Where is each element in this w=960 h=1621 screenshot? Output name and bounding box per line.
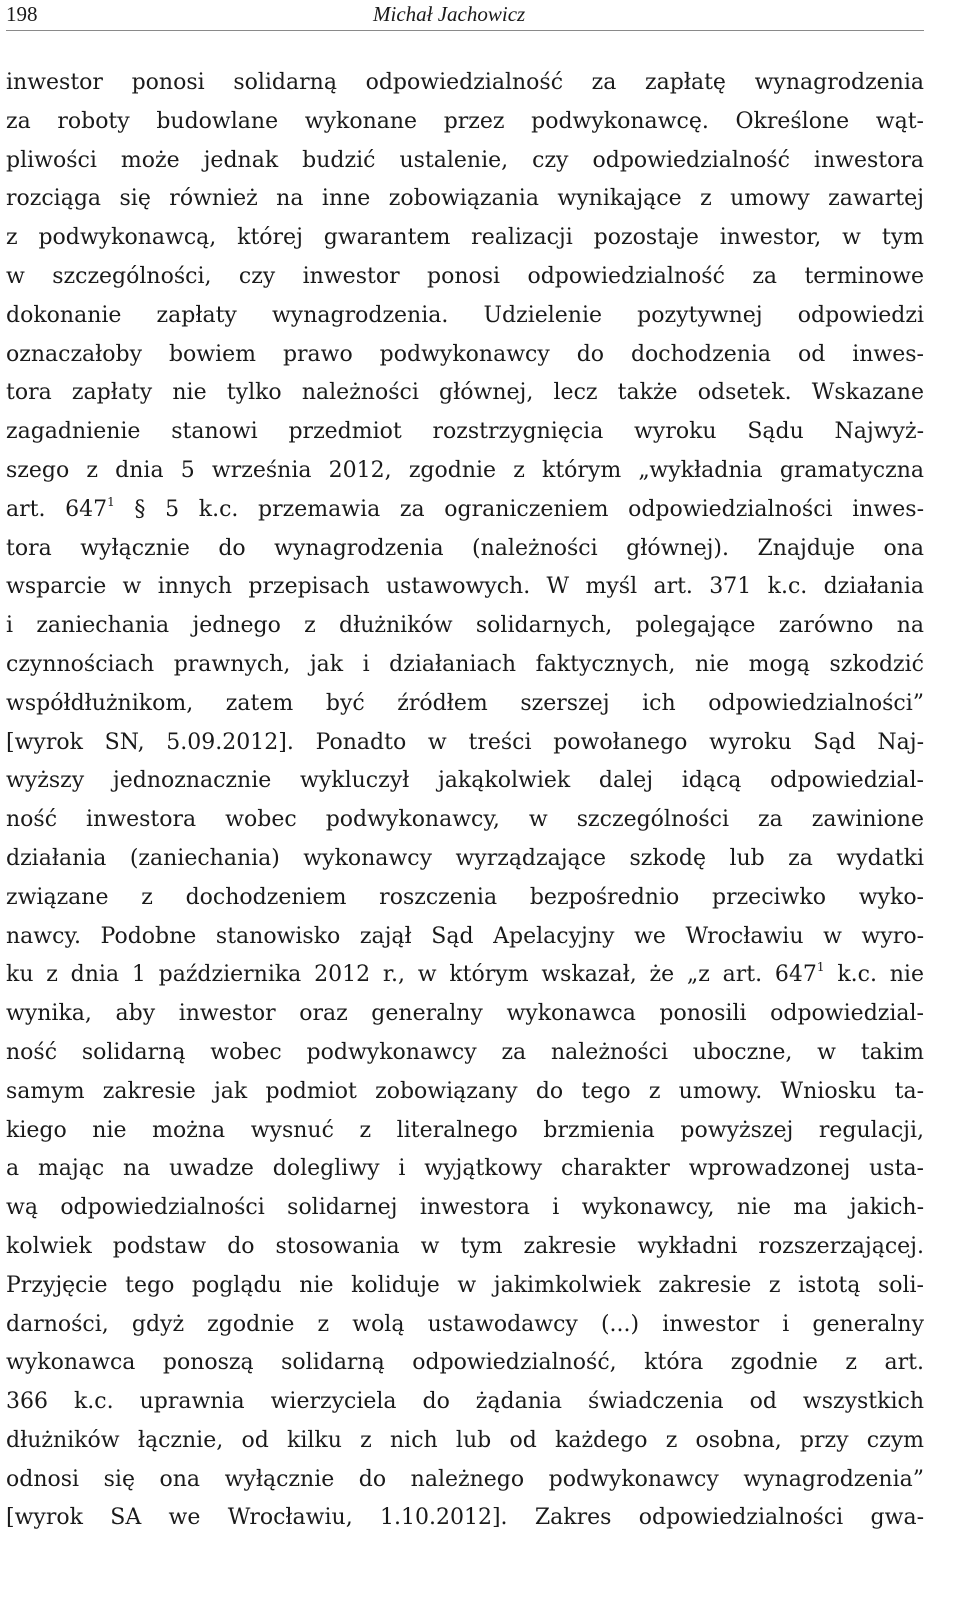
text-line: wsparcie w innych przepisach ustawowych. W myśl art. 371 k.c. działania [6, 574, 924, 600]
text-line: szego z dnia 5 września 2012, zgodnie z którym „wykładnia gramatyczna [6, 457, 924, 483]
superscript: 1 [107, 494, 115, 509]
text-line: z podwykonawcą, której gwarantem realizacji pozostaje inwestor, w tym [6, 225, 924, 251]
text-line: oznaczałoby bowiem prawo podwykonawcy do dochodzenia od inwes- [6, 341, 924, 367]
text-line: kiego nie można wysnuć z literalnego brzmienia powyższej regulacji, [6, 1117, 924, 1143]
text-line: kolwiek podstaw do stosowania w tym zakresie wykładni rozszerzającej. [6, 1233, 924, 1259]
text-line: 366 k.c. uprawnia wierzyciela do żądania świadczenia od wszystkich [6, 1389, 924, 1415]
text-line: [wyrok SN, 5.09.2012]. Ponadto w treści powołanego wyroku Sąd Naj- [6, 729, 924, 755]
text-line: wyższy jednoznacznie wykluczył jakąkolwiek dalej idącą odpowiedzial- [6, 768, 924, 794]
page-number: 198 [6, 2, 38, 26]
text-line: ność inwestora wobec podwykonawcy, w szczególności za zawinione [6, 807, 924, 833]
superscript: 1 [816, 960, 825, 975]
text-fragment: art. 647 [6, 496, 108, 522]
text-line: i zaniechania jednego z dłużników solidarnych, polegające zarówno na [6, 613, 924, 639]
text-line: związane z dochodzeniem roszczenia bezpośrednio przeciwko wyko- [6, 884, 924, 910]
running-head-author: Michał Jachowicz [373, 2, 526, 26]
text-fragment: § 5 k.c. przemawia za ograniczeniem odpowiedzialności inwes- [114, 496, 925, 522]
text-fragment: ku z dnia 1 października 2012 r., w którym wskazał, że „z art. 647 [6, 962, 817, 988]
text-line: pliwości może jednak budzić ustalenie, czy odpowiedzialność inwestora [6, 147, 924, 173]
text-line: czynnościach prawnych, jak i działaniach faktycznych, nie mogą szkodzić [6, 651, 924, 677]
text-line: dłużników łącznie, od kilku z nich lub od każdego z osobna, przy czym [6, 1427, 924, 1453]
text-line: [wyrok SA we Wrocławiu, 1.10.2012]. Zakres odpowiedzialności gwa- [6, 1505, 924, 1531]
text-line: rozciąga się również na inne zobowiązania wynikające z umowy zawartej [6, 186, 924, 212]
running-head [6, 0, 924, 31]
text-line: a mając na uwadze dolegliwy i wyjątkowy charakter wprowadzonej usta- [6, 1156, 924, 1182]
text-line: tora wyłącznie do wynagrodzenia (należności głównej). Znajduje ona [6, 535, 924, 561]
page [6, 0, 924, 1538]
body-text [6, 64, 924, 1538]
text-line [6, 956, 924, 995]
text-line: w szczególności, czy inwestor ponosi odpowiedzialność za terminowe [6, 263, 924, 289]
text-line: działania (zaniechania) wykonawcy wyrządzające szkodę lub za wydatki [6, 845, 924, 871]
text-line: za roboty budowlane wykonane przez podwykonawcę. Określone wąt- [6, 108, 924, 134]
text-line: zagadnienie stanowi przedmiot rozstrzygnięcia wyroku Sądu Najwyż- [6, 419, 924, 445]
text-line: współdłużnikom, zatem być źródłem szerszej ich odpowiedzialności” [6, 690, 924, 716]
text-line: tora zapłaty nie tylko należności głównej, lecz także odsetek. Wskazane [6, 380, 924, 406]
text-line: inwestor ponosi solidarną odpowiedzialność za zapłatę wynagrodzenia [6, 70, 924, 95]
text-line: dokonanie zapłaty wynagrodzenia. Udzielenie pozytywnej odpowiedzi [6, 302, 924, 328]
text-line: samym zakresie jak podmiot zobowiązany do tego z umowy. Wniosku ta- [6, 1078, 924, 1104]
text-line: wykonawca ponoszą solidarną odpowiedzialność, która zgodnie z art. [6, 1350, 924, 1376]
text-line: wynika, aby inwestor oraz generalny wykonawca ponosili odpowiedzial- [6, 1001, 924, 1027]
text-line: ność solidarną wobec podwykonawcy za należności uboczne, w takim [6, 1039, 924, 1065]
text-line: darności, gdyż zgodnie z wolą ustawodawcy (...) inwestor i generalny [6, 1311, 924, 1337]
text-line [6, 491, 924, 530]
text-line: odnosi się ona wyłącznie do należnego podwykonawcy wynagrodzenia” [6, 1466, 924, 1492]
text-line: Przyjęcie tego poglądu nie koliduje w jakimkolwiek zakresie z istotą soli- [6, 1272, 924, 1298]
text-line: wą odpowiedzialności solidarnej inwestora i wykonawcy, nie ma jakich- [6, 1195, 924, 1221]
text-fragment: k.c. nie [824, 962, 924, 988]
text-line: nawcy. Podobne stanowisko zajął Sąd Apelacyjny we Wrocławiu w wyro- [6, 923, 924, 949]
